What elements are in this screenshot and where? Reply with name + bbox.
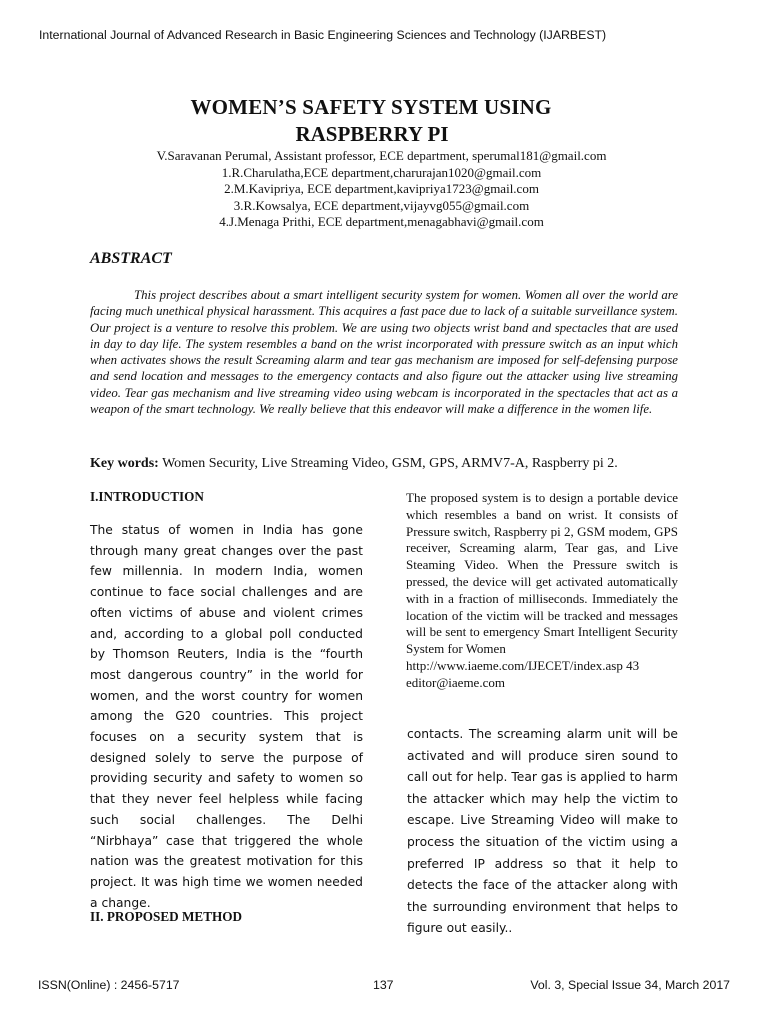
author-list [0,148,768,231]
abstract-text: This project describes about a smart intelligent security system for women. Women all over the world are facing much unethical physical harassment. This acquires a fast pace due to lack of a suitable surveillance system. Our project is a venture to resolve this problem. We are using two objects wrist band and spectacles that are used in day to day life. The system resembles a band on the wrist incorporated with pressure switch as an input which when activates shows the result Screaming alarm and tear gas mechanism are imposed for self-defensing purpose and send location and messages to the emergency contacts and also figure out the attacker using live streaming video. Tear gas mechanism and live streaming video using webcam is incorporated in the spectacles that act as a weapon of the smart technology. We really believe that this endeavor will make a difference in the women life. [90,288,678,417]
proposed-system-text: The proposed system is to design a portable device which resembles a band on wrist. It consists of Pressure switch, Raspberry pi 2, GSM modem, GPS receiver, Screaming alarm, Tear gas, and Live Steaming Video. When the Pressure switch is pressed, the device will get activated automatically with in a fraction of milliseconds. Immediately the location of the victim will be tracked and messages will be sent to emergency Smart Intelligent Security System for Women [406,490,678,657]
abstract-heading: ABSTRACT [90,250,172,267]
introduction-text: The status of women in India has gone through many great changes over the past few millennia. In modern India, women continue to face social challenges and are often victims of abuse and violent crimes and, according to a global poll conducted by Thomson Reuters, India is the “fourth most dangerous country” in the world for women, and the worst country for women among the G20 countries. This project focuses on a security system that is designed solely to serve the purpose of providing security and safety to women so that they never feel helpless while facing such social challenges. The Delhi “Nirbhaya” case that triggered the whole nation was the greatest motivation for this project. It was high time we women needed a change. [90,523,363,910]
journal-email: editor@iaeme.com [406,674,505,690]
author-line: 4.J.Menaga Prithi, ECE department,menagabhavi@gmail.com [219,214,544,230]
author-line: 1.R.Charulatha,ECE department,charurajan1020@gmail.com [221,164,542,180]
title-line-1: WOMEN’S SAFETY SYSTEM USING [190,95,552,119]
proposed-method-heading: II. PROPOSED METHOD [90,909,243,924]
keywords [90,456,690,472]
right-column-paragraph-2: contacts. The screaming alarm unit will be activated and will produce siren sound to call out for help. Tear gas is applied to harm the attacker which may help the victim to escape. Live Streaming Video will make to process the situation of the victim using a preferred IP address so that it help to detects the face of the attacker along with the surrounding environment that helps to figure out easily.. [407,727,678,936]
author-line: V.Saravanan Perumal, Assistant professor, ECE department, sperumal181@gmail.com [156,148,607,163]
keywords-label: Key words: [90,456,159,471]
author-line: 3.R.Kowsalya, ECE department,vijayvg055@gmail.com [233,197,530,213]
paper-title [0,94,768,147]
introduction-heading: I.INTRODUCTION [90,489,204,504]
footer-issn: ISSN(Online) : 2456-5717 [38,978,180,992]
journal-url: http://www.iaeme.com/IJECET/index.asp 43 [406,657,640,673]
footer-volume: Vol. 3, Special Issue 34, March 2017 [530,978,730,992]
title-line-2: RASPBERRY PI [295,122,449,146]
keywords-text: Women Security, Live Streaming Video, GSM, GPS, ARMV7-A, Raspberry pi 2. [162,456,618,471]
page-number: 137 [373,978,394,992]
right-column-paragraph-1 [406,490,678,692]
author-line: 2.M.Kavipriya, ECE department,kavipriya1723@gmail.com [224,181,539,197]
journal-header: International Journal of Advanced Research in Basic Engineering Sciences and Technology (IJARBEST) [39,28,607,42]
